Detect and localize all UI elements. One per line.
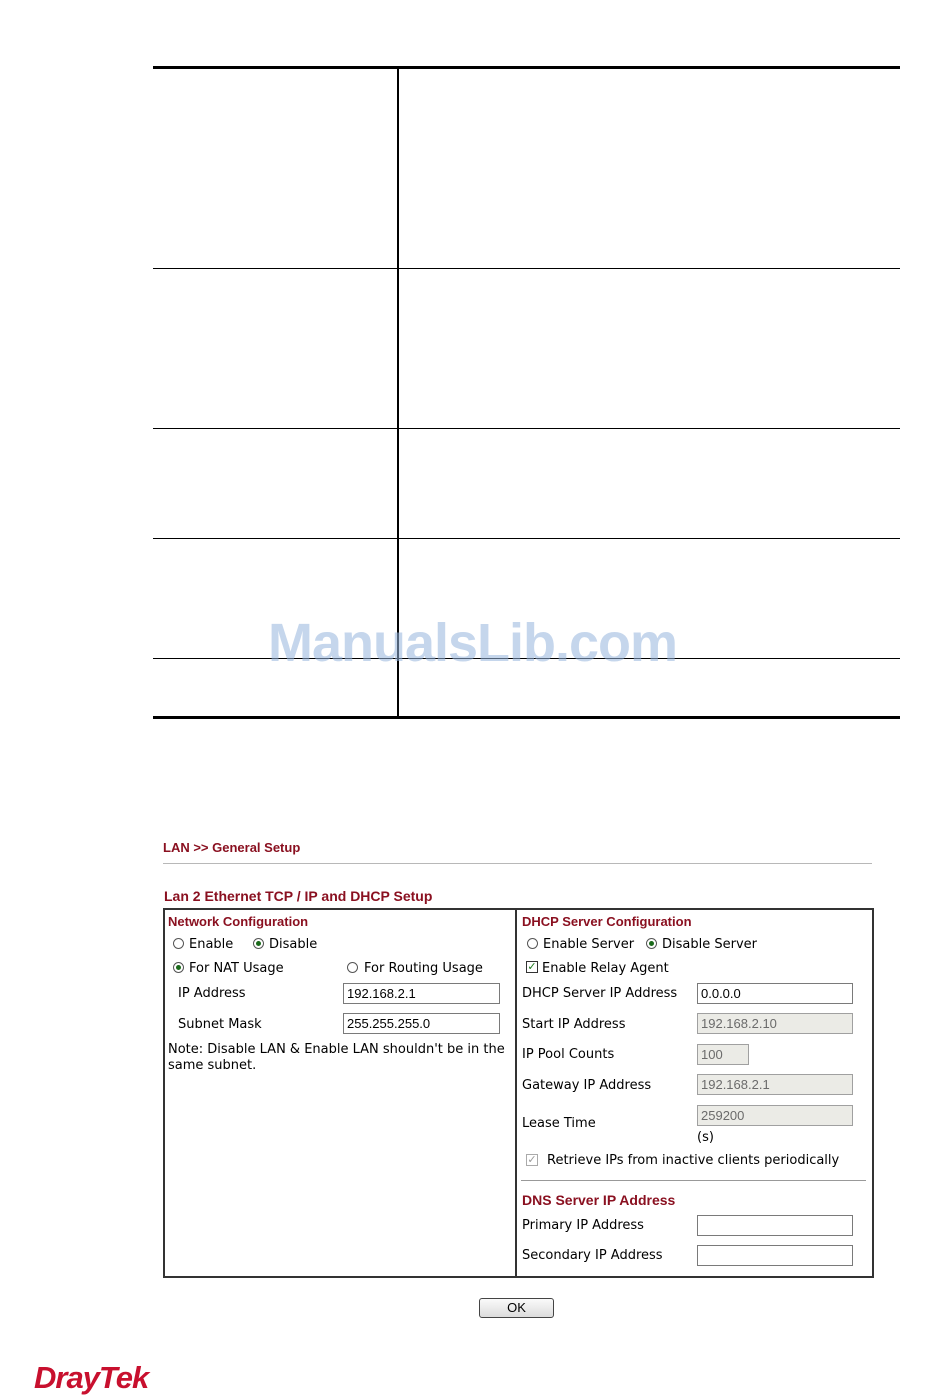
watermark: ManualsLib.com xyxy=(268,613,678,673)
lease-time-label: Lease Time xyxy=(522,1116,596,1131)
title-divider xyxy=(163,863,872,864)
ok-button[interactable]: OK xyxy=(479,1298,554,1318)
section-title: Lan 2 Ethernet TCP / IP and DHCP Setup xyxy=(164,888,433,904)
dhcp-server-ip-input[interactable]: 0.0.0.0 xyxy=(697,983,853,1004)
page-title: LAN >> General Setup xyxy=(163,840,301,855)
lan-disable-label: Disable xyxy=(269,937,318,952)
table-bottom-border xyxy=(153,716,900,719)
note-text-continued: same subnet. xyxy=(168,1058,257,1073)
retrieve-ips-checkbox[interactable]: ✓ xyxy=(527,1153,537,1166)
secondary-dns-input[interactable] xyxy=(697,1245,853,1266)
dns-server-heading: DNS Server IP Address xyxy=(522,1192,676,1208)
dhcp-config-heading: DHCP Server Configuration xyxy=(522,914,692,929)
nat-usage-label: For NAT Usage xyxy=(189,961,284,976)
ip-address-input[interactable]: 192.168.2.1 xyxy=(343,983,500,1004)
routing-usage-label: For Routing Usage xyxy=(364,961,483,976)
nat-usage-radio[interactable] xyxy=(173,962,184,973)
dns-section-divider xyxy=(521,1180,866,1181)
disable-server-label: Disable Server xyxy=(662,937,757,952)
routing-usage-radio[interactable] xyxy=(347,962,358,973)
network-config-heading: Network Configuration xyxy=(168,914,309,929)
table-row-divider xyxy=(153,538,900,539)
gateway-ip-input[interactable]: 192.168.2.1 xyxy=(697,1074,853,1095)
draytek-logo: DrayTek xyxy=(34,1360,149,1395)
lease-time-unit: (s) xyxy=(697,1130,714,1145)
ip-address-label: IP Address xyxy=(178,986,246,1001)
start-ip-input[interactable]: 192.168.2.10 xyxy=(697,1013,853,1034)
ip-pool-counts-input[interactable]: 100 xyxy=(697,1044,749,1065)
primary-dns-input[interactable] xyxy=(697,1215,853,1236)
table-top-border xyxy=(153,66,900,69)
gateway-ip-label: Gateway IP Address xyxy=(522,1078,652,1093)
start-ip-label: Start IP Address xyxy=(522,1017,626,1032)
lan-enable-radio[interactable] xyxy=(173,938,184,949)
subnet-mask-label: Subnet Mask xyxy=(178,1017,262,1032)
ip-pool-counts-label: IP Pool Counts xyxy=(522,1047,615,1062)
table-row-divider xyxy=(153,428,900,429)
relay-agent-checkbox[interactable]: ✓ xyxy=(527,960,537,973)
relay-agent-label: Enable Relay Agent xyxy=(542,961,669,976)
secondary-dns-label: Secondary IP Address xyxy=(522,1248,663,1263)
dhcp-server-ip-label: DHCP Server IP Address xyxy=(522,986,678,1001)
subnet-mask-input[interactable]: 255.255.255.0 xyxy=(343,1013,500,1034)
retrieve-ips-label: Retrieve IPs from inactive clients periodically xyxy=(547,1153,840,1168)
enable-server-label: Enable Server xyxy=(543,937,635,952)
panel-divider xyxy=(515,908,517,1276)
lan-enable-label: Enable xyxy=(189,937,234,952)
disable-server-radio[interactable] xyxy=(646,938,657,949)
lan-disable-radio[interactable] xyxy=(253,938,264,949)
enable-server-radio[interactable] xyxy=(527,938,538,949)
note-text: Note: Disable LAN & Enable LAN shouldn't be in the xyxy=(168,1042,505,1057)
table-row-divider xyxy=(153,268,900,269)
lease-time-input[interactable]: 259200 xyxy=(697,1105,853,1126)
primary-dns-label: Primary IP Address xyxy=(522,1218,644,1233)
